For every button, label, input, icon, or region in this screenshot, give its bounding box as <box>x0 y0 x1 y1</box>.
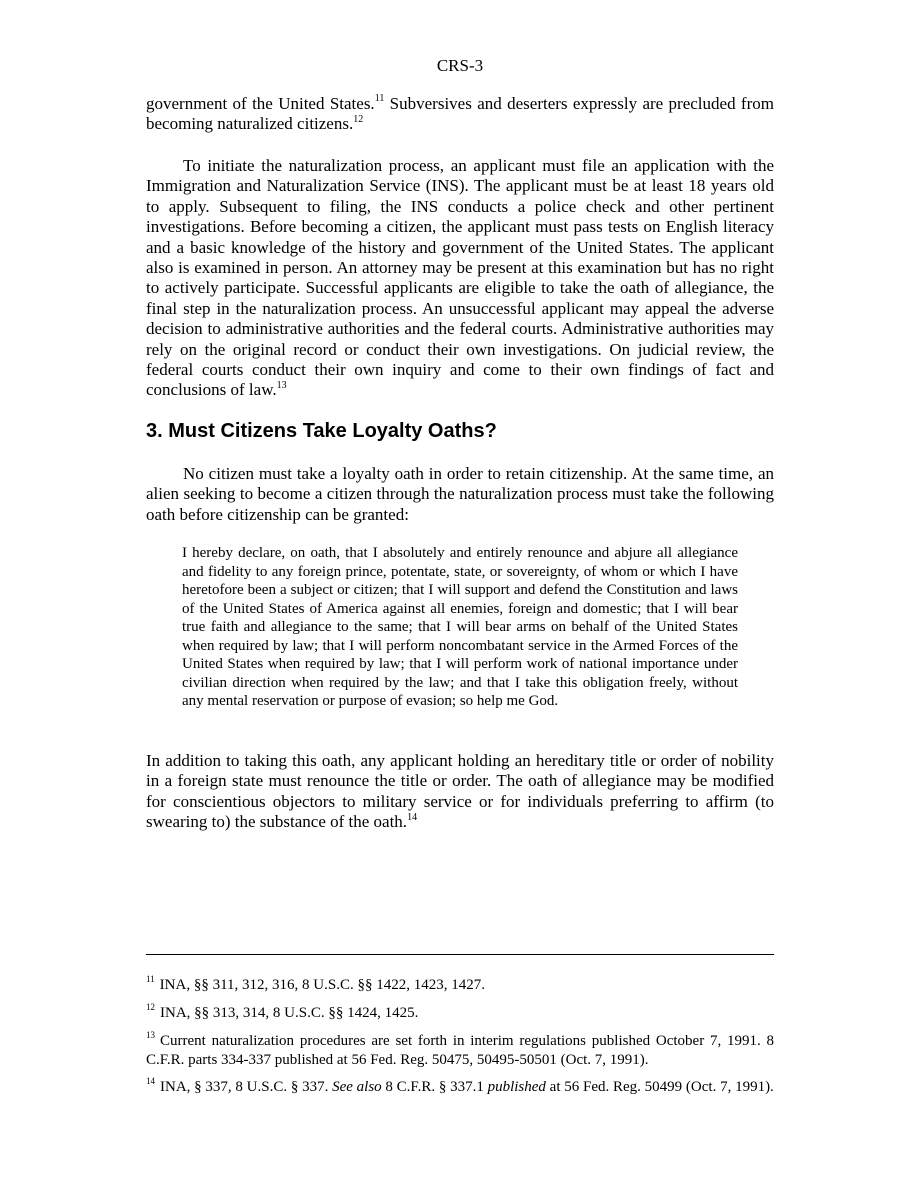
footnote-13 <box>146 1032 774 1069</box>
footnote-italic-published: published <box>487 1079 546 1095</box>
section-heading: 3. Must Citizens Take Loyalty Oaths? <box>146 420 497 442</box>
footnote-11 <box>146 976 774 995</box>
footnote-12 <box>146 1004 774 1023</box>
footnote-text: INA, §§ 313, 314, 8 U.S.C. §§ 1424, 1425. <box>160 1005 419 1021</box>
footnote-14 <box>146 1078 774 1097</box>
footnote-number: 14 <box>146 1076 155 1086</box>
para3-text: No citizen must take a loyalty oath in order to retain citizenship. At the same time, an alien seeking to become a citizen through the naturalization process must take the following oath before citizenship can be granted: <box>146 464 774 524</box>
footnote-number: 13 <box>146 1030 155 1040</box>
footnote-ref-11[interactable]: 11 <box>374 93 385 105</box>
para4-text: In addition to taking this oath, any applicant holding an hereditary title or order of nobility in a foreign state must renounce the title or order. The oath of allegiance may be modified for conscientious objectors to military service or for individuals preferring to affirm (to swearing to) the substance of the oath. <box>146 751 774 832</box>
footnote-divider <box>146 954 774 955</box>
para2-text: To initiate the naturalization process, an applicant must file an application with the Immigration and Naturalization Service (INS). The applicant must be at least 18 years old to apply. Subsequent to filing, the INS conducts a police check and other pertinent investigations. Before becoming a citizen, the applicant must pass tests on English literacy and a basic knowledge of the history and government of the United States. The applicant also is examined in person. An attorney may be present at this examination but has no right to actively participate. Successful applicants are eligible to take the oath of allegiance, the final step in the naturalization process. An unsuccessful applicant may appeal the adverse decision to administrative authorities and the federal courts. Administrative authorities may rely on the original record or conduct their own investigations. On judicial review, the federal courts conduct their own inquiry and come to their own findings of fact and conclusions of law. <box>146 156 774 400</box>
paragraph-loyalty-oath-intro <box>146 464 774 525</box>
footnote-text-c: at 56 Fed. Reg. 50499 (Oct. 7, 1991). <box>545 1079 774 1095</box>
footnote-number: 11 <box>146 974 155 984</box>
page-header: CRS-3 <box>436 56 484 75</box>
paragraph-naturalization-process <box>146 156 774 401</box>
footnote-number: 12 <box>146 1002 155 1012</box>
paragraph-continuation <box>146 94 774 135</box>
footnote-text-a: INA, § 337, 8 U.S.C. § 337. <box>160 1079 333 1095</box>
para1-text-a: government of the United States. <box>146 94 375 113</box>
footnote-text: INA, §§ 311, 312, 316, 8 U.S.C. §§ 1422, 1423, 1427. <box>159 977 485 993</box>
footnote-italic-see-also: See also <box>332 1079 382 1095</box>
footnote-ref-14[interactable]: 14 <box>407 811 418 823</box>
para1-text-b: Subversives and deserters expressly are precluded from becoming naturalized citizens. <box>146 94 774 134</box>
oath-block-quote: I hereby declare, on oath, that I absolutely and entirely renounce and abjure all allegiance and fidelity to any foreign prince, potentate, state, or sovereignty, of whom or which I have heretofore been a subject or citizen; that I will support and defend the Constitution and laws of the United States of America against all enemies, foreign and domestic; that I will bear true faith and allegiance to the same; that I will bear arms on behalf of the United States when required by law; that I will perform noncombatant service in the Armed Forces of the United States when required by law; that I will perform work of national importance under civilian direction when required by the law; and that I take this obligation freely, without any mental reservation or purpose of evasion; so help me God. <box>182 545 738 709</box>
paragraph-nobility-title <box>146 751 774 833</box>
footnote-text: Current naturalization procedures are set forth in interim regulations published October 7, 1991. 8 C.F.R. parts 334-337 published at 56 Fed. Reg. 50475, 50495-50501 (Oct. 7, 1991). <box>146 1033 774 1068</box>
footnote-text-b: 8 C.F.R. § 337.1 <box>381 1079 488 1095</box>
footnote-ref-12[interactable]: 12 <box>353 113 364 125</box>
footnote-ref-13[interactable]: 13 <box>276 379 287 391</box>
